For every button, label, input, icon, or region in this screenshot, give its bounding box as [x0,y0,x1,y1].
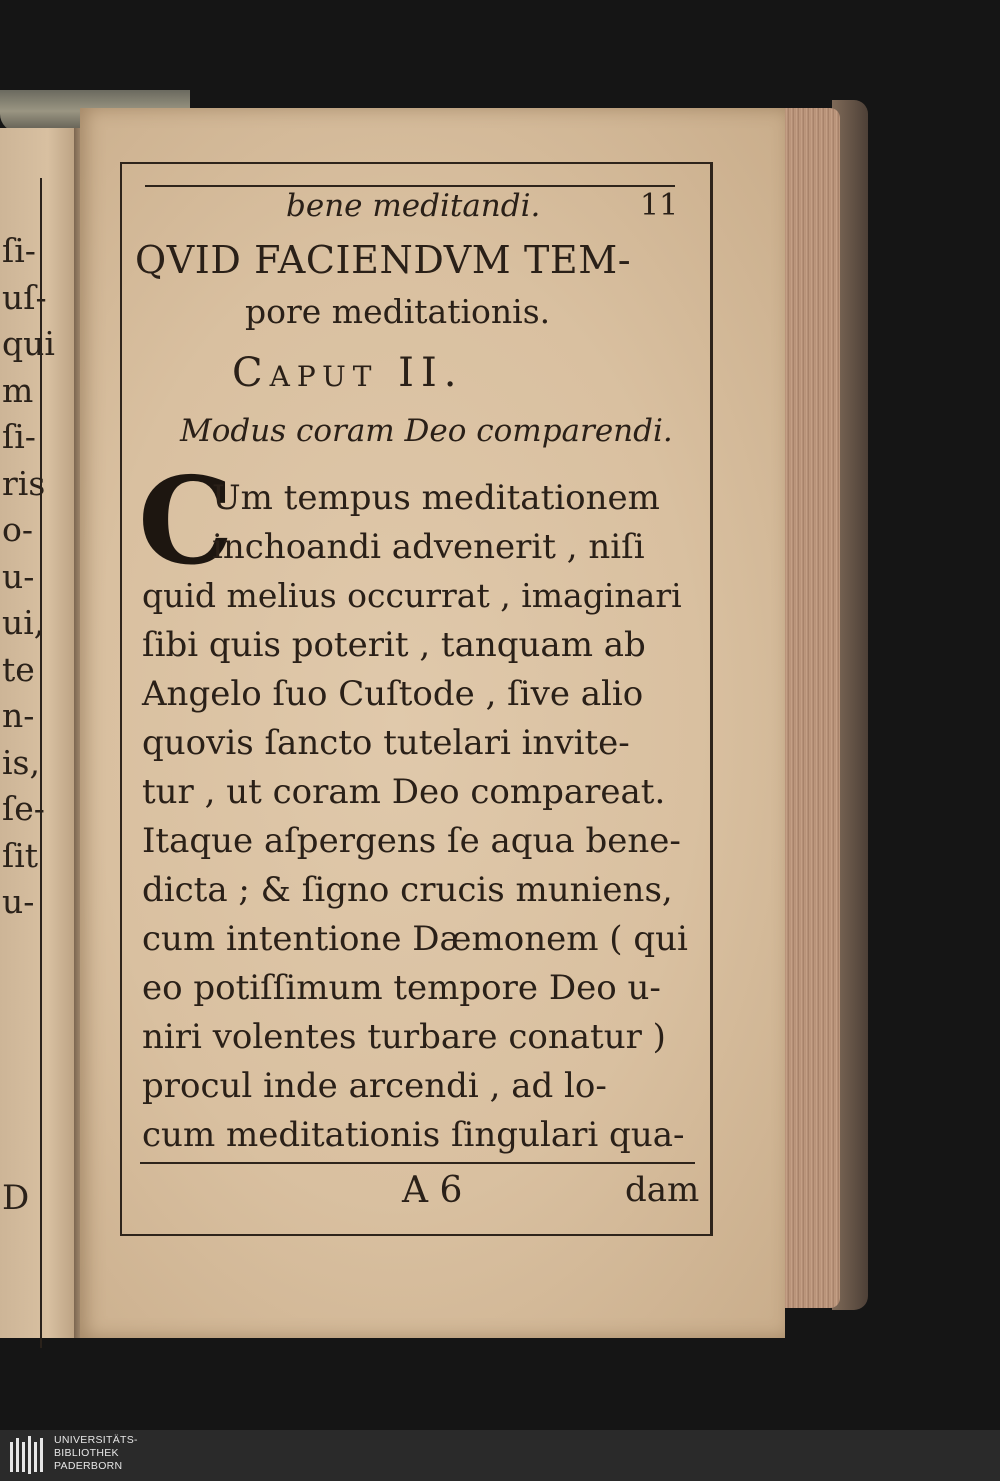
left-line-ending: ris [2,463,46,503]
left-line-ending: o- [2,510,34,549]
signature-mark: A 6 [402,1170,463,1211]
logo-line: PADERBORN [54,1460,123,1472]
logo-line: UNIVERSITÄTS- [54,1434,138,1446]
text-line: Itaque aſpergens ſe aqua bene- [142,821,681,861]
foot-rule [140,1162,695,1164]
left-line-ending: te [2,649,35,689]
page-number: 11 [640,188,679,223]
left-line-ending: ſe- [2,789,45,828]
text-line: Angelo ſuo Cuſtode , ſive alio [142,674,644,714]
head-rule [145,185,675,187]
left-line-ending: uſ- [2,277,47,317]
library-logo-text [54,1434,138,1473]
left-line-ending: u- [2,882,35,921]
left-line-ending: m [2,370,34,410]
left-line-ending: ſi- [2,417,36,456]
running-head: bene meditandi. [286,188,541,224]
text-line: quid melius occurrat , imaginari [142,576,682,615]
text-line: tur , ut coram Deo compareat. [142,772,666,812]
logo-line: BIBLIOTHEK [54,1447,119,1459]
left-catchword: D [2,1178,30,1218]
text-line: eo potiſſimum tempore Deo u- [142,968,661,1008]
library-logo-icon [8,1434,48,1478]
left-line-ending: u- [2,556,35,596]
text-line: procul inde arcendi , ad lo- [142,1066,607,1106]
text-line: cum meditationis ſingulari qua- [142,1115,685,1155]
left-line-ending: ui, [2,603,45,642]
footer-bar [0,1430,1000,1481]
drop-cap: C [138,451,234,592]
text-line: inchoandi advenerit , niſi [212,527,645,567]
left-line-ending: ſi- [2,231,36,270]
text-line: niri volentes turbare conatur ) [142,1017,666,1057]
text-line: quovis ſancto tutelari invite- [142,723,630,763]
page-fore-edge [780,108,840,1308]
text-line: Um tempus meditationem [212,478,660,518]
chapter-title-line-2: pore meditationis. [245,292,551,331]
left-page [0,128,80,1338]
text-line: ſibi quis poterit , tanquam ab [142,625,646,665]
chapter-title-line-1: QVID FACIENDVM TEM- [135,238,632,282]
left-line-ending: is, [2,742,40,782]
text-line: dicta ; & ſigno crucis muniens, [142,870,673,910]
left-page-line-endings [2,228,55,926]
chapter-number: Caput II. [232,350,464,396]
text-line: cum intentione Dæmonem ( qui [142,919,688,959]
left-line-ending: n- [2,696,35,735]
chapter-subtitle: Modus coram Deo comparendi. [180,413,673,449]
left-line-ending: ſit [2,835,39,875]
left-line-ending: qui [2,324,55,363]
catchword: dam [625,1170,700,1210]
